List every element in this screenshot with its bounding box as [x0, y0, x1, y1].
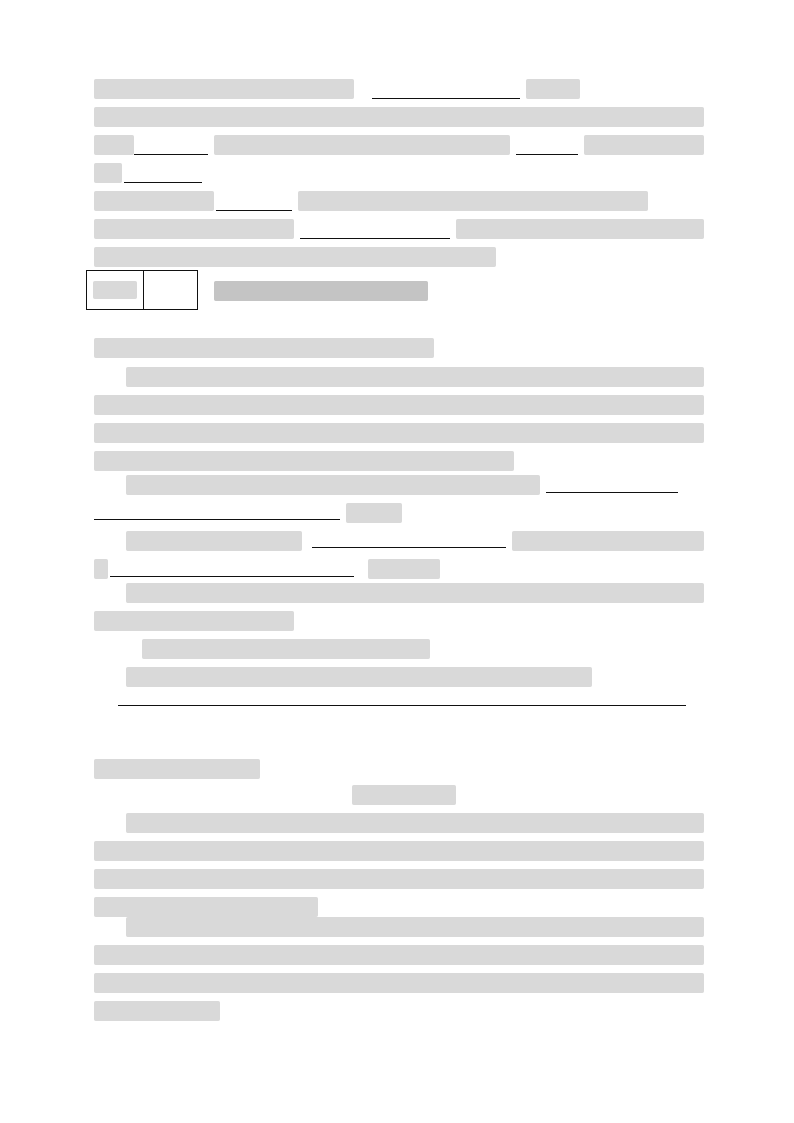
- text-line: [94, 79, 354, 99]
- text-line: [94, 191, 214, 211]
- text-line: [94, 247, 496, 267]
- text-line: [94, 869, 704, 889]
- passage-title: [352, 785, 456, 805]
- answer-blank: [546, 492, 678, 493]
- section-heading: [214, 281, 428, 301]
- answer-blank: [124, 182, 202, 183]
- sub-heading: [94, 759, 260, 779]
- text-line: [526, 79, 580, 99]
- text-line: [214, 135, 510, 155]
- score-divider: [143, 271, 144, 309]
- answer-rule: [118, 705, 686, 706]
- text-line: [512, 531, 704, 551]
- answer-blank: [372, 98, 520, 99]
- score-box: [86, 270, 198, 310]
- text-line: [126, 917, 704, 937]
- text-line: [94, 841, 704, 861]
- text-line: [94, 219, 294, 239]
- question-line: [126, 475, 540, 495]
- text-line: [368, 559, 440, 579]
- text-line: [94, 559, 108, 579]
- answer-blank: [312, 547, 506, 548]
- text-line: [126, 813, 704, 833]
- text-line: [94, 973, 704, 993]
- score-label: [93, 281, 137, 299]
- text-line: [94, 611, 294, 631]
- text-line: [94, 135, 134, 155]
- question-line: [126, 583, 704, 603]
- sub-heading: [94, 338, 434, 358]
- answer-blank: [94, 519, 340, 520]
- text-line: [94, 451, 514, 471]
- text-line: [94, 897, 318, 917]
- text-line: [584, 135, 704, 155]
- text-line: [94, 1001, 220, 1021]
- answer-blank: [300, 238, 450, 239]
- text-line: [94, 163, 122, 183]
- text-line: [94, 423, 704, 443]
- text-line: [456, 219, 704, 239]
- answer-blank: [110, 576, 354, 577]
- text-line: [94, 107, 704, 127]
- text-line: [298, 191, 648, 211]
- text-line: [94, 395, 704, 415]
- question-line: [126, 531, 302, 551]
- text-line: [346, 503, 402, 523]
- text-line: [94, 945, 704, 965]
- answer-blank: [516, 154, 578, 155]
- answer-blank: [134, 154, 208, 155]
- text-line: [126, 367, 704, 387]
- options-line: [142, 639, 430, 659]
- question-line: [126, 667, 592, 687]
- answer-blank: [216, 210, 292, 211]
